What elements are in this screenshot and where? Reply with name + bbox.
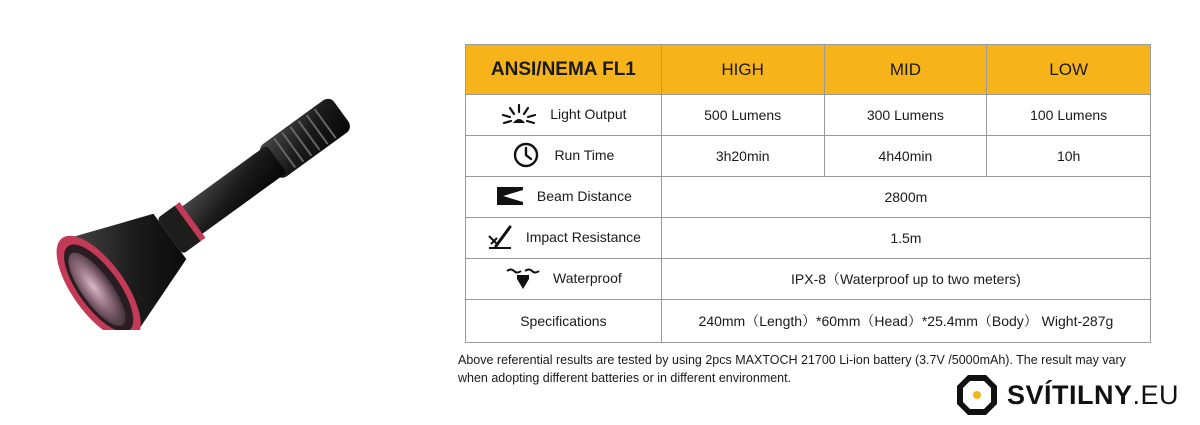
row-waterproof — [466, 259, 1151, 300]
impact-icon — [486, 224, 514, 250]
row-specifications — [466, 300, 1151, 343]
run-time-high: 3h20min — [661, 136, 824, 177]
beam-icon — [495, 184, 525, 208]
row-beam-distance — [466, 177, 1151, 218]
spec-table — [465, 44, 1151, 343]
run-time-low: 10h — [987, 136, 1151, 177]
specifications-value: 240mm（Length）*60mm（Head）*25.4mm（Body） Wight-287g — [661, 300, 1150, 343]
impact-resistance-value: 1.5m — [661, 218, 1150, 259]
label-impact-resistance: Impact Resistance — [525, 228, 641, 245]
label-run-time: Run Time — [554, 146, 615, 163]
row-light-output — [466, 95, 1151, 136]
flashlight-image — [30, 70, 410, 330]
light-output-low: 100 Lumens — [987, 95, 1151, 136]
label-waterproof: Waterproof — [553, 269, 622, 286]
test-note-line-1: Above referential results are tested by using 2pcs MAXTOCH 21700 Li-ion battery (3.7V /5000mAh). The result may vary — [458, 353, 1126, 367]
row-run-time — [466, 136, 1151, 177]
clock-icon — [512, 142, 542, 168]
light-burst-icon — [500, 103, 538, 125]
brand-name: SVÍTILNY — [1007, 379, 1133, 410]
header-mid: MID — [824, 45, 987, 95]
beam-distance-value: 2800m — [661, 177, 1150, 218]
label-specifications: Specifications — [466, 300, 662, 343]
brand-octagon-icon — [955, 373, 999, 417]
light-output-high: 500 Lumens — [661, 95, 824, 136]
test-note-line-2: when adopting different batteries or in different environment. — [458, 371, 792, 385]
run-time-mid: 4h40min — [824, 136, 987, 177]
label-light-output: Light Output — [550, 105, 627, 122]
waterproof-icon — [505, 265, 541, 291]
header-high: HIGH — [661, 45, 824, 95]
header-low: LOW — [987, 45, 1151, 95]
light-output-mid: 300 Lumens — [824, 95, 987, 136]
waterproof-value: IPX-8（Waterproof up to two meters) — [661, 259, 1150, 300]
row-impact-resistance — [466, 218, 1151, 259]
brand-logo — [955, 373, 1179, 417]
label-beam-distance: Beam Distance — [536, 187, 632, 204]
spec-table-header — [466, 45, 1151, 95]
brand-suffix: .EU — [1132, 379, 1180, 410]
header-ansi: ANSI/NEMA FL1 — [466, 45, 662, 95]
